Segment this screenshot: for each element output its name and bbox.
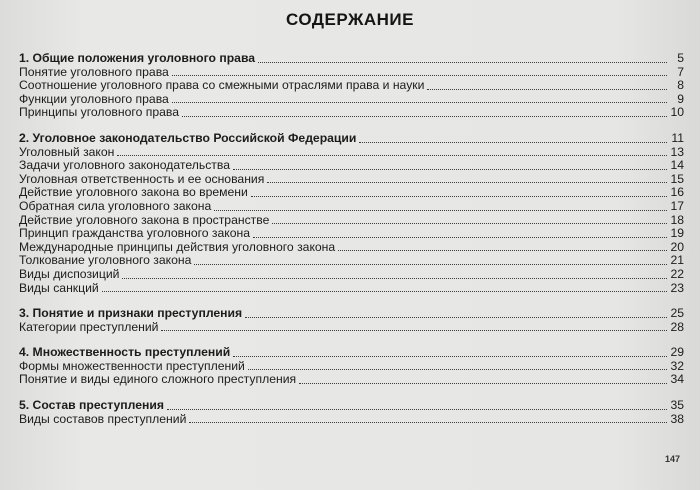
toc-section — [19, 346, 684, 387]
dot-leader — [122, 277, 667, 279]
entry-label: Уголовный закон — [19, 144, 115, 159]
dot-leader — [172, 101, 667, 103]
section-heading-label: 4. Множественность преступлений — [19, 345, 231, 360]
dot-leader — [214, 209, 667, 211]
dot-leader — [299, 382, 667, 384]
toc-section-heading[interactable] — [19, 307, 684, 321]
dot-leader — [251, 195, 667, 197]
toc-entry[interactable] — [19, 214, 684, 228]
toc-entry[interactable] — [19, 106, 684, 120]
entry-page-number: 17 — [670, 198, 684, 213]
toc-section — [19, 399, 684, 426]
entry-page-number: 14 — [670, 158, 684, 173]
entry-page-number: 7 — [677, 64, 684, 79]
toc-section-heading[interactable] — [19, 52, 684, 66]
entry-page-number: 10 — [670, 105, 684, 120]
dot-leader — [253, 236, 667, 238]
dot-leader — [161, 329, 667, 331]
dot-leader — [233, 355, 667, 357]
section-page-number: 29 — [670, 345, 684, 360]
toc-entry[interactable] — [19, 66, 684, 80]
dot-leader — [172, 74, 667, 76]
entry-label: Действие уголовного закона в пространстве — [19, 212, 270, 227]
entry-label: Принцип гражданства уголовного закона — [19, 226, 251, 241]
entry-page-number: 20 — [670, 239, 684, 254]
dot-leader — [182, 115, 667, 117]
entry-page-number: 21 — [670, 253, 684, 268]
toc-entry[interactable] — [19, 413, 684, 427]
entry-label: Международные принципы действия уголовного закона — [19, 239, 336, 254]
entry-label: Категории преступлений — [19, 319, 159, 334]
page-number: 147 — [664, 454, 680, 464]
dot-leader — [245, 316, 667, 318]
section-page-number: 5 — [677, 51, 684, 65]
entry-page-number: 18 — [670, 212, 684, 227]
entry-label: Соотношение уголовного права со смежными отраслями права и науки — [19, 78, 425, 93]
toc-entry[interactable] — [19, 79, 684, 93]
toc-section-heading[interactable] — [19, 132, 684, 146]
table-of-contents — [19, 52, 684, 438]
toc-entry[interactable] — [19, 173, 684, 187]
entry-page-number: 32 — [670, 358, 684, 373]
page-title: СОДЕРЖАНИЕ — [286, 10, 414, 29]
section-page-number: 11 — [671, 130, 684, 145]
entry-label: Виды диспозиций — [19, 266, 120, 281]
toc-entry[interactable] — [19, 227, 684, 241]
toc-entry[interactable] — [19, 268, 684, 282]
entry-page-number: 15 — [670, 171, 684, 186]
entry-page-number: 16 — [670, 185, 684, 200]
toc-entry[interactable] — [19, 360, 684, 374]
entry-label: Задачи уголовного законодательства — [19, 158, 230, 173]
entry-page-number: 13 — [670, 144, 684, 159]
entry-label: Виды составов преступлений — [19, 411, 187, 426]
toc-entry[interactable] — [19, 373, 684, 387]
entry-label: Толкование уголовного закона — [19, 253, 192, 268]
entry-label: Действие уголовного закона во времени — [19, 185, 248, 200]
toc-entry[interactable] — [19, 321, 684, 335]
toc-section-heading[interactable] — [19, 399, 684, 413]
entry-page-number: 38 — [670, 411, 684, 426]
toc-section — [19, 132, 684, 295]
dot-leader — [117, 154, 667, 156]
entry-page-number: 8 — [677, 78, 684, 93]
entry-label: Понятие и виды единого сложного преступления — [19, 372, 297, 387]
toc-section-heading[interactable] — [19, 346, 684, 360]
toc-entry[interactable] — [19, 282, 684, 296]
section-page-number: 35 — [670, 398, 684, 413]
entry-label: Обратная сила уголовного закона — [19, 198, 212, 213]
section-heading-label: 3. Понятие и признаки преступления — [19, 306, 243, 321]
entry-label: Функции уголовного права — [19, 91, 169, 106]
dot-leader — [427, 88, 667, 90]
dot-leader — [194, 263, 667, 265]
section-page-number: 25 — [670, 306, 684, 321]
dot-leader — [338, 249, 667, 251]
toc-entry[interactable] — [19, 200, 684, 214]
dot-leader — [267, 181, 667, 183]
entry-page-number: 23 — [670, 280, 684, 295]
dot-leader — [167, 408, 667, 410]
dot-leader — [258, 61, 667, 63]
entry-label: Уголовная ответственность и ее основания — [19, 171, 265, 186]
dot-leader — [233, 168, 667, 170]
dot-leader — [272, 222, 667, 224]
entry-label: Понятие уголовного права — [19, 64, 169, 79]
entry-page-number: 28 — [670, 319, 684, 334]
toc-entry[interactable] — [19, 241, 684, 255]
entry-page-number: 34 — [670, 372, 684, 387]
toc-entry[interactable] — [19, 186, 684, 200]
entry-label: Виды санкций — [19, 280, 99, 295]
entry-label: Принципы уголовного права — [19, 105, 180, 120]
dot-leader — [189, 421, 667, 423]
toc-entry[interactable] — [19, 159, 684, 173]
toc-entry[interactable] — [19, 93, 684, 107]
section-heading-label: 5. Состав преступления — [19, 398, 164, 413]
toc-section — [19, 307, 684, 334]
toc-entry[interactable] — [19, 254, 684, 268]
toc-entry[interactable] — [19, 146, 684, 160]
entry-label: Формы множественности преступлений — [19, 358, 245, 373]
toc-section — [19, 52, 684, 120]
entry-page-number: 9 — [677, 91, 684, 106]
dot-leader — [248, 368, 667, 370]
section-heading-label: 2. Уголовное законодательство Российской Федерации — [19, 130, 357, 145]
dot-leader — [102, 290, 667, 292]
section-heading-label: 1. Общие положения уголовного права — [19, 51, 256, 65]
entry-page-number: 19 — [670, 226, 684, 241]
dot-leader — [359, 141, 667, 143]
entry-page-number: 22 — [670, 266, 684, 281]
